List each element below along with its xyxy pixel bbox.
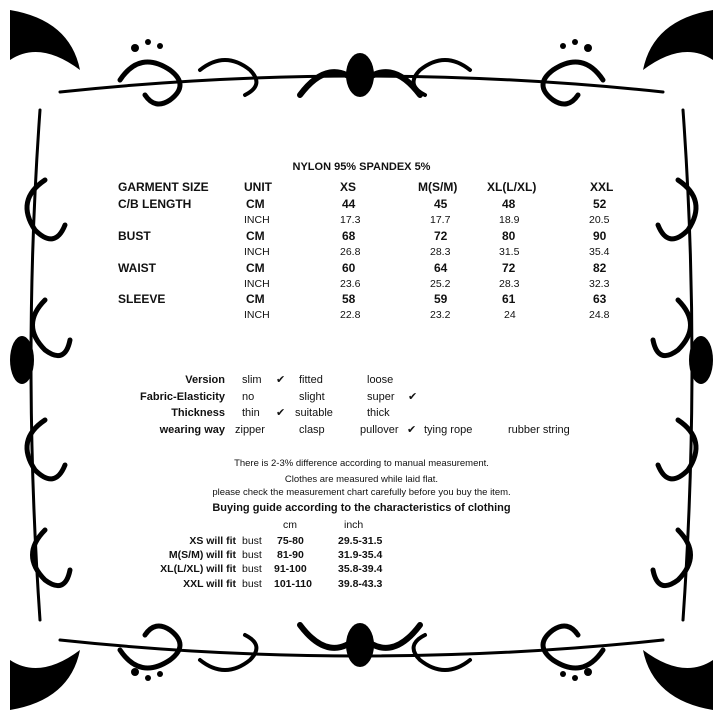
note-line: Clothes are measured while laid flat.	[284, 474, 439, 485]
row-label-sleeve: SLEEVE	[118, 292, 166, 306]
guide-part: bust	[242, 535, 262, 547]
guide-inch: 29.5-31.5	[338, 535, 383, 547]
table-cell: 72	[502, 261, 516, 275]
option-text: thick	[367, 407, 390, 419]
option-text: fitted	[299, 374, 323, 386]
guide-size: XS will fit	[189, 535, 236, 547]
table-cell: 64	[434, 261, 448, 275]
check-icon: ✔	[408, 391, 418, 403]
table-cell: 32.3	[589, 278, 610, 290]
unit-inch: INCH	[244, 278, 270, 290]
feature-label-wearing-way: wearing way	[159, 424, 225, 436]
header-garment-size: GARMENT SIZE	[118, 180, 209, 194]
option-text: loose	[367, 374, 394, 386]
option-text: slight	[299, 391, 325, 403]
header-size-m: M(S/M)	[418, 180, 458, 194]
table-cell: 60	[342, 261, 356, 275]
guide-inch: 35.8-39.4	[338, 563, 383, 575]
header-size-xxl: XXL	[590, 180, 614, 194]
table-cell: 28.3	[499, 278, 520, 290]
table-cell: 28.3	[430, 246, 451, 258]
table-cell: 48	[502, 197, 516, 211]
material-composition: NYLON 95% SPANDEX 5%	[292, 161, 431, 173]
table-cell: 72	[434, 229, 448, 243]
guide-col-cm: cm	[283, 519, 297, 531]
option-text: no	[242, 391, 255, 403]
option-text: rubber string	[508, 424, 570, 436]
feature-label-version: Version	[185, 374, 225, 386]
check-icon: ✔	[276, 407, 286, 419]
guide-cm: 81-90	[277, 549, 304, 561]
table-cell: 23.2	[430, 309, 451, 321]
table-cell: 17.3	[340, 214, 361, 226]
table-cell: 44	[342, 197, 356, 211]
guide-col-inch: inch	[344, 519, 364, 531]
guide-cm: 91-100	[274, 563, 307, 575]
option-text: suitable	[295, 407, 333, 419]
table-cell: 18.9	[499, 214, 520, 226]
guide-size: XXL will fit	[183, 578, 236, 590]
table-cell: 24.8	[589, 309, 610, 321]
table-cell: 31.5	[499, 246, 520, 258]
unit-inch: INCH	[244, 309, 270, 321]
feature-label-elasticity: Fabric-Elasticity	[140, 391, 225, 403]
row-label-waist: WAIST	[118, 261, 156, 275]
table-cell: 63	[593, 292, 607, 306]
table-cell: 20.5	[589, 214, 610, 226]
unit-inch: INCH	[244, 214, 270, 226]
guide-part: bust	[242, 549, 262, 561]
header-size-xs: XS	[340, 180, 357, 194]
option-text: tying rope	[424, 424, 473, 436]
table-cell: 80	[502, 229, 516, 243]
guide-part: bust	[242, 578, 262, 590]
guide-cm: 75-80	[277, 535, 304, 547]
table-cell: 45	[434, 197, 448, 211]
guide-inch: 39.8-43.3	[338, 578, 383, 590]
guide-part: bust	[242, 563, 262, 575]
table-cell: 68	[342, 229, 356, 243]
table-cell: 52	[593, 197, 607, 211]
option-text: thin	[242, 407, 260, 419]
guide-cm: 101-110	[274, 578, 312, 590]
guide-inch: 31.9-35.4	[338, 549, 383, 561]
option-text: slim	[242, 374, 262, 386]
header-unit: UNIT	[244, 180, 272, 194]
table-cell: 58	[342, 292, 356, 306]
table-cell: 35.4	[589, 246, 610, 258]
option-text: pullover	[360, 424, 399, 436]
option-text: clasp	[299, 424, 325, 436]
table-cell: 82	[593, 261, 607, 275]
unit-cm: CM	[246, 229, 265, 243]
table-cell: 25.2	[430, 278, 451, 290]
row-label-bust: BUST	[118, 229, 151, 243]
note-line: There is 2-3% difference according to manual measurement.	[234, 458, 489, 469]
guide-size: M(S/M) will fit	[168, 549, 236, 561]
check-icon: ✔	[276, 374, 286, 386]
table-cell: 17.7	[430, 214, 451, 226]
feature-label-thickness: Thickness	[171, 407, 225, 419]
unit-cm: CM	[246, 292, 265, 306]
unit-cm: CM	[246, 197, 265, 211]
table-cell: 26.8	[340, 246, 361, 258]
header-size-xl: XL(L/XL)	[487, 180, 537, 194]
note-line: please check the measurement chart carefully before you buy the item.	[212, 487, 511, 498]
check-icon: ✔	[407, 424, 417, 436]
row-label-cb-length: C/B LENGTH	[118, 197, 192, 211]
option-text: zipper	[235, 424, 265, 436]
table-cell: 23.6	[340, 278, 361, 290]
option-text: super	[367, 391, 395, 403]
table-cell: 59	[434, 292, 448, 306]
table-cell: 22.8	[340, 309, 361, 321]
unit-cm: CM	[246, 261, 265, 275]
unit-inch: INCH	[244, 246, 270, 258]
guide-size: XL(L/XL) will fit	[160, 563, 236, 575]
table-cell: 24	[504, 309, 516, 321]
guide-title: Buying guide according to the characteristics of clothing	[212, 502, 511, 514]
table-cell: 61	[502, 292, 516, 306]
table-cell: 90	[593, 229, 607, 243]
